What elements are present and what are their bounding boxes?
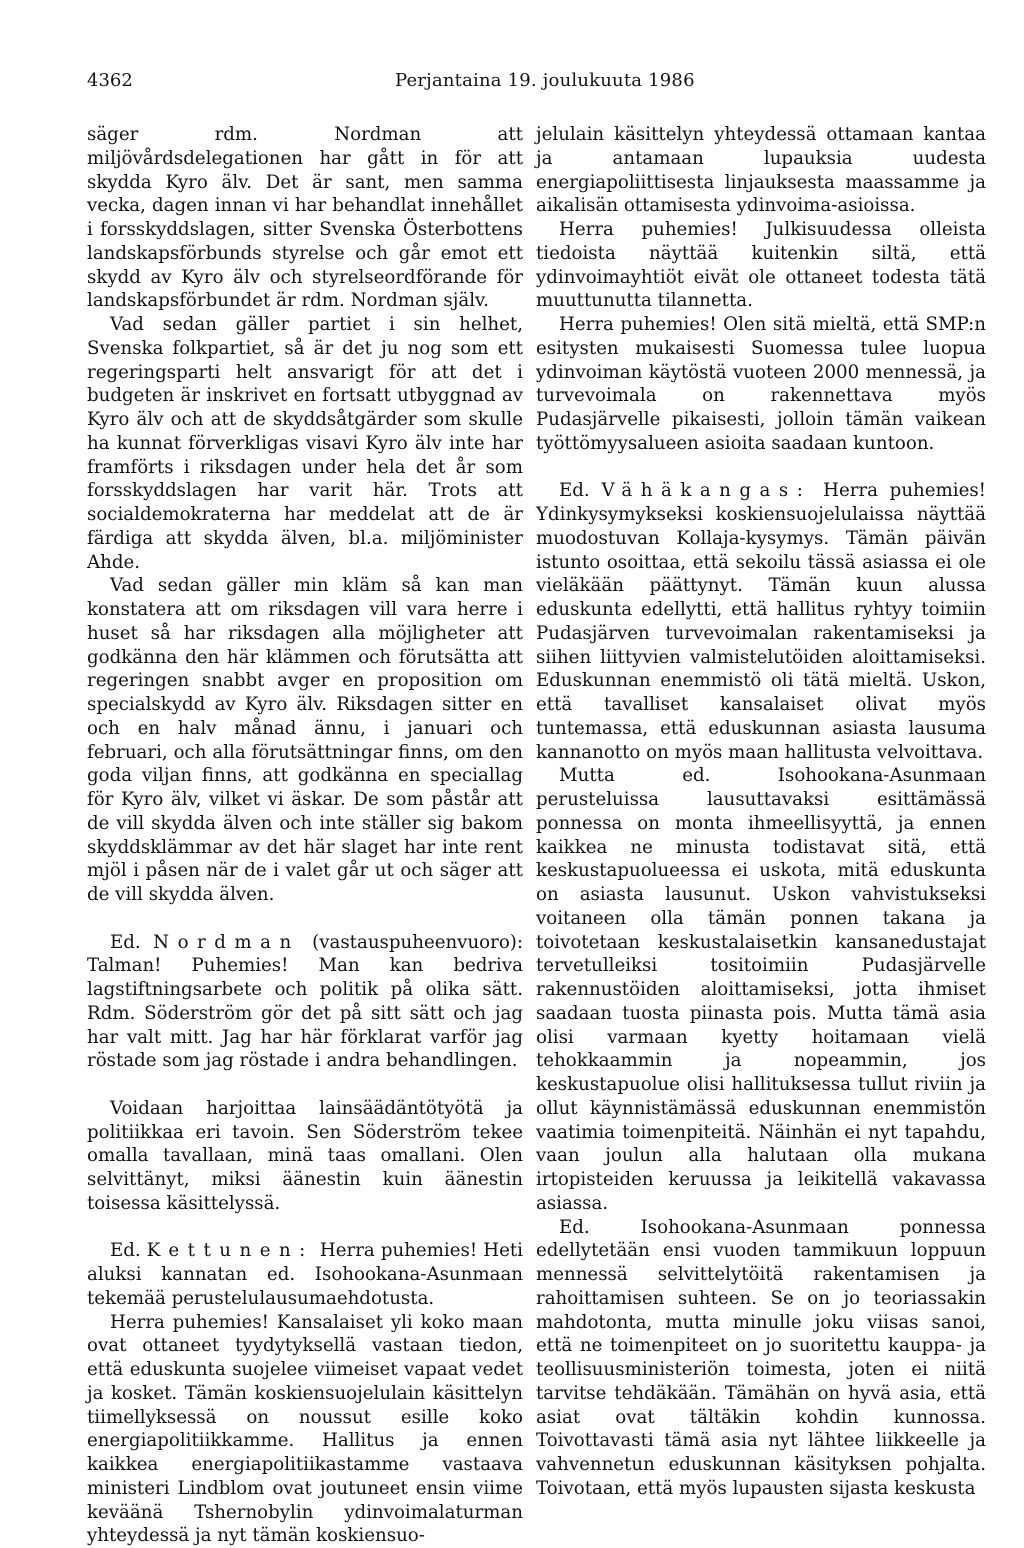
speaker-name: Kettunen: — [147, 1240, 314, 1261]
running-header: Perjantaina 19. joulukuuta 1986 — [395, 70, 695, 91]
speaker-paragraph-kettunen — [87, 1239, 523, 1310]
speaker-paragraph-nordman — [87, 931, 523, 1074]
paragraph: jelulain käsittelyn yhteydessä ottamaan kantaa ja antamaan lupauksia uudesta energiapoliittisesta linjauksesta maassamme ja aikalisän ottamisesta ydinvoima-asioissa. — [536, 123, 986, 218]
paragraph: Herra puhemies! Julkisuudessa olleista tiedoista näyttää kuitenkin siltä, että ydinvoimayhtiöt eivät ole ottaneet todesta tätä muuttunutta tilannetta. — [536, 218, 986, 313]
speaker-name: Vähäkangas: — [601, 480, 811, 501]
right-column — [536, 123, 986, 1501]
paragraph: säger rdm. Nordman att miljövårdsdelegationen har gått in för att skydda Kyro älv. Det är sant, men samma vecka, dagen innan vi har behandlat innehållet i forsskyddslagen, sitter Svenska Österbottens landskapsförbunds styrelse och går emot ett skydd av Kyro älv och styrelseordförande för landskapsförbundet är rdm. Nordman själv. — [87, 123, 523, 313]
paragraph: Ed. Isohookana-Asunmaan ponnessa edellytetään ensi vuoden tammikuun loppuun mennessä selvittelytöitä rakentamisen ja rahoittamisen suhteen. Se on jo teoriassakin mahdotonta, mutta minulle joku viisas sanoi, että ne toimenpiteet on jo suoritettu kauppa- ja teollisuusministeriön toimesta, joten ei niitä tarvitse tehdäkään. Tämähän on hyvä asia, että asiat ovat tältäkin kohdin kunnossa. Toivottavasti tämä asia nyt lähtee liikkeelle ja vahvennetun eduskunnan käsityksen pohjalta. Toivotaan, että myös lupausten sijasta keskusta — [536, 1216, 986, 1501]
paragraph: Herra puhemies! Olen sitä mieltä, että SMP:n esitysten mukaisesti Suomessa tulee luopua ydinvoiman käytöstä vuoteen 2000 mennessä, ja turvevoimala on rakennettava myös Pudasjärvelle pikaisesti, jolloin tämän vaikean työttömyysalueen asioita saadaan kuntoon. — [536, 313, 986, 456]
page-number: 4362 — [87, 70, 133, 91]
speech-text: Herra puhemies! Ydinkysymykseksi koskiensuojelulaissa näyttää muodostuvan Kollaja-kysymys. Tämän päivän istunto osoittaa, että sekoilu tässä asiassa ei ole vieläkään päättynyt. Tämän kuun alussa eduskunta edellytti, että hallitus ryhtyy toimiin Pudasjärven turvevoimalan rakentamiseksi ja siihen liittyvien valmistelutöiden aloittamiseksi. Eduskunnan enemmistö oli tätä mieltä. Uskon, että tavalliset kansalaiset olivat myös tuntemassa, että eduskunnan asiasta lausuma kannanotto on myös maan hallitusta velvoittava. — [536, 480, 986, 762]
left-column — [87, 123, 523, 1548]
speech-text: (vastauspuheenvuoro): Talman! Puhemies! Man kan bedriva lagstiftningsarbete och politik på olika sätt. Rdm. Söderström gör det på sitt sätt och jag har valt mitt. Jag har här förklarat varför jag röstade som jag röstade i andra behandlingen. — [87, 932, 523, 1072]
paragraph: Voidaan harjoittaa lainsäädäntötyötä ja politiikkaa eri tavoin. Sen Söderström tekee omalla tavallaan, minä taas omallani. Olen selvittänyt, miksi äänestin kuin äänestin toisessa käsittelyssä. — [87, 1097, 523, 1216]
speaker-name: Nordman — [153, 932, 300, 953]
speaker-prefix: Ed. — [559, 480, 590, 501]
speaker-paragraph-vahakangas — [536, 479, 986, 764]
paragraph: Vad sedan gäller min kläm så kan man konstatera att om riksdagen vill vara herre i huset så har riksdagen alla möjligheter att godkänna den här klämmen och förutsätta att regeringen snabbt avger en proposition om specialskydd av Kyro älv. Riksdagen sitter en och en halv månad ännu, i januari och februari, och alla förutsättningar finns, om den goda viljan finns, att godkänna en speciallag för Kyro älv, vilket vi äskar. De som påstår att de vill skydda älven och inte ställer sig bakom skyddsklämmar av det här slaget har inte rent mjöl i påsen när de i valet går ut och säger att de vill skydda älven. — [87, 574, 523, 907]
paragraph: Vad sedan gäller partiet i sin helhet, Svenska folkpartiet, så är det ju nog som ett regeringsparti helt ansvarigt för att det i budgeten är inskrivet en fortsatt utbyggnad av Kyro älv och att de skyddsåtgärder som skulle ha kunnat förverkligas visavi Kyro älv inte har framförts i riksdagen under hela det år som forsskyddslagen har varit här. Trots att socialdemokraterna har meddelat att de är färdiga att skydda älven, bl.a. miljöminister Ahde. — [87, 313, 523, 574]
speaker-prefix: Ed. — [110, 932, 141, 953]
speaker-prefix: Ed. — [110, 1240, 141, 1261]
paragraph: Mutta ed. Isohookana-Asunmaan perusteluissa lausuttavaksi esittämässä ponnessa on monta ihmeellisyyttä, ja ennen kaikkea ne minusta todistavat sitä, että keskustapuolueessa ei uskota, mitä eduskunta on asiasta lausunut. Uskon vahvistukseksi voitaneen olla tämän ponnen takana ja toivotetaan keskustalaisetkin kansanedustajat tervetulleiksi tositoimiin Pudasjärvelle rakennustöiden aloittamiseksi, jotta ihmiset saadaan tuosta piinasta pois. Mutta tämä asia olisi varmaan kyetty hoitamaan vielä tehokkaammin ja nopeammin, jos keskustapuolue olisi hallituksessa tullut riviin ja ollut käynnistämässä eduskunnan enemmistön vaatimia toimenpiteitä. Näinhän ei nyt tapahdu, vaan joulun alla halutaan olla mukana irtopisteiden keruussa ja leikitellä vakavassa asiassa. — [536, 764, 986, 1215]
paragraph: Herra puhemies! Kansalaiset yli koko maan ovat ottaneet tyydytyksellä vastaan tiedon, että eduskunta suojelee viimeiset vapaat vedet ja kosket. Tämän koskiensuojelulain käsittelyn tiimellyksessä on noussut esille koko energiapolitiikkamme. Hallitus ja ennen kaikkea energiapolitiikastamme vastaava ministeri Lindblom ovat joutuneet ensin viime keväänä Tshernobylin ydinvoimalaturman yhteydessä ja nyt tämän koskiensuo- — [87, 1311, 523, 1548]
speech-text: Herra puhemies! Heti aluksi kannatan ed. Isohookana-Asunmaan tekemää perustelulausumaehdotusta. — [87, 1240, 523, 1309]
